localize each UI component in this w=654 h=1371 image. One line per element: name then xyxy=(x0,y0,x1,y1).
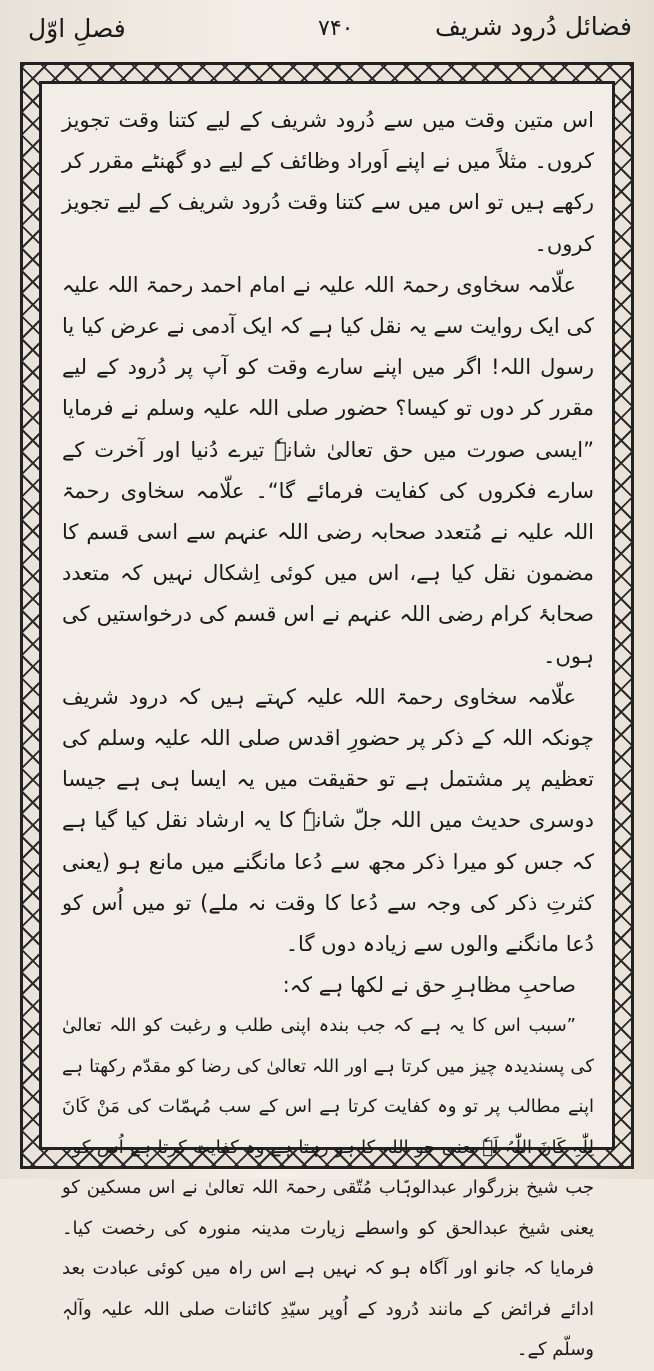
book-title: فضائل دُرود شریف xyxy=(434,12,632,41)
page-body xyxy=(62,100,594,1361)
paragraph-4: صاحبِ مظاہرِ حق نے لکھا ہے کہ: xyxy=(282,973,576,998)
paragraph-2: علّامہ سخاوی رحمۃ اللہ علیہ نے امام احمد رحمۃ اللہ علیہ کی ایک روایت سے یہ نقل کیا ہے کہ ایک آدمی نے عرض کیا یا رسول اللہ! اگر میں اپنے سارے وقت کو آپ پر دُرود کے لیے مقرر کر دوں تو کیسا؟ حضور صلی اللہ علیہ وسلم نے فرمایا ”ایسی صورت میں حق تعالیٰ شانہٗ تیرے دُنیا اور آخرت کے سارے فکروں کی کفایت فرمائے گا“۔ علّامہ سخاوی رحمۃ اللہ علیہ نے مُتعدد صحابہ رضی اللہ عنہم سے اسی قسم کا مضمون نقل کیا ہے، اس میں کوئی اِشکال نہیں کہ متعدد صحابۂ کرام رضی اللہ عنہم نے اس قسم کی درخواستیں کی ہوں۔ xyxy=(62,272,594,668)
paragraph-1: اس متین وقت میں سے دُرود شریف کے لیے کتنا وقت تجویز کروں۔ مثلاً میں نے اپنے اَوراد وظائف کے لیے دو گھنٹے مقرر کر رکھے ہیں تو اس میں سے کتنا وقت دُرود شریف کے لیے تجویز کروں۔ xyxy=(62,108,594,256)
paragraph-3: علّامہ سخاوی رحمۃ اللہ علیہ کہتے ہیں کہ درود شریف چونکہ اللہ کے ذکر پر حضورِ اقدس صلی اللہ علیہ وسلم کی تعظیم پر مشتمل ہے تو حقیقت میں یہ ایسا ہی ہے جیسا دوسری حدیث میں اللہ جلّ شانہٗ کا یہ ارشاد نقل کیا گیا ہے کہ جس کو میرا ذکر مجھ سے دُعا مانگنے میں مانع ہو (یعنی کثرتِ ذکر کی وجہ سے دُعا کا وقت نہ ملے) تو میں اُس کو دُعا مانگنے والوں سے زیادہ دوں گا۔ xyxy=(62,684,594,957)
quoted-passage: ”سبب اس کا یہ ہے کہ جب بندہ اپنی طلب و رغبت کو اللہ تعالیٰ کی پسندیدہ چیز میں کرتا ہے اور اللہ تعالیٰ کی رضا کو مقدّم رکھتا ہے اپنے مطالب پر تو وہ کفایت کرتا ہے اس کے سب مُہمّات کی مَنْ کَانَ لِلّٰہِ کَانَ اللّٰہُ لَہٗ یعنی جو اللہ کا ہو رہتا ہے وہ کفایت کرتا ہے اُس کو۔ جب شیخ بزرگوار عبدالوہّاب مُتّقی رحمۃ اللہ تعالیٰ نے اس مسکین کو یعنی شیخ عبدالحق کو واسطے زیارت مدینہ منورہ کی رخصت کیا۔ فرمایا کہ جانو اور آگاہ ہو کہ نہیں ہے اس راہ میں کوئی عبادت بعد ادائے فرائض کے مانند دُرود کے اُوپر سیّدِ کائنات صلی اللہ علیہ وآلہٖ وسلّم کے۔ xyxy=(62,1015,594,1361)
page-number: ۷۴۰ xyxy=(318,16,354,41)
chapter-title: فصلِ اوّل xyxy=(28,14,126,43)
page-header xyxy=(28,8,632,52)
